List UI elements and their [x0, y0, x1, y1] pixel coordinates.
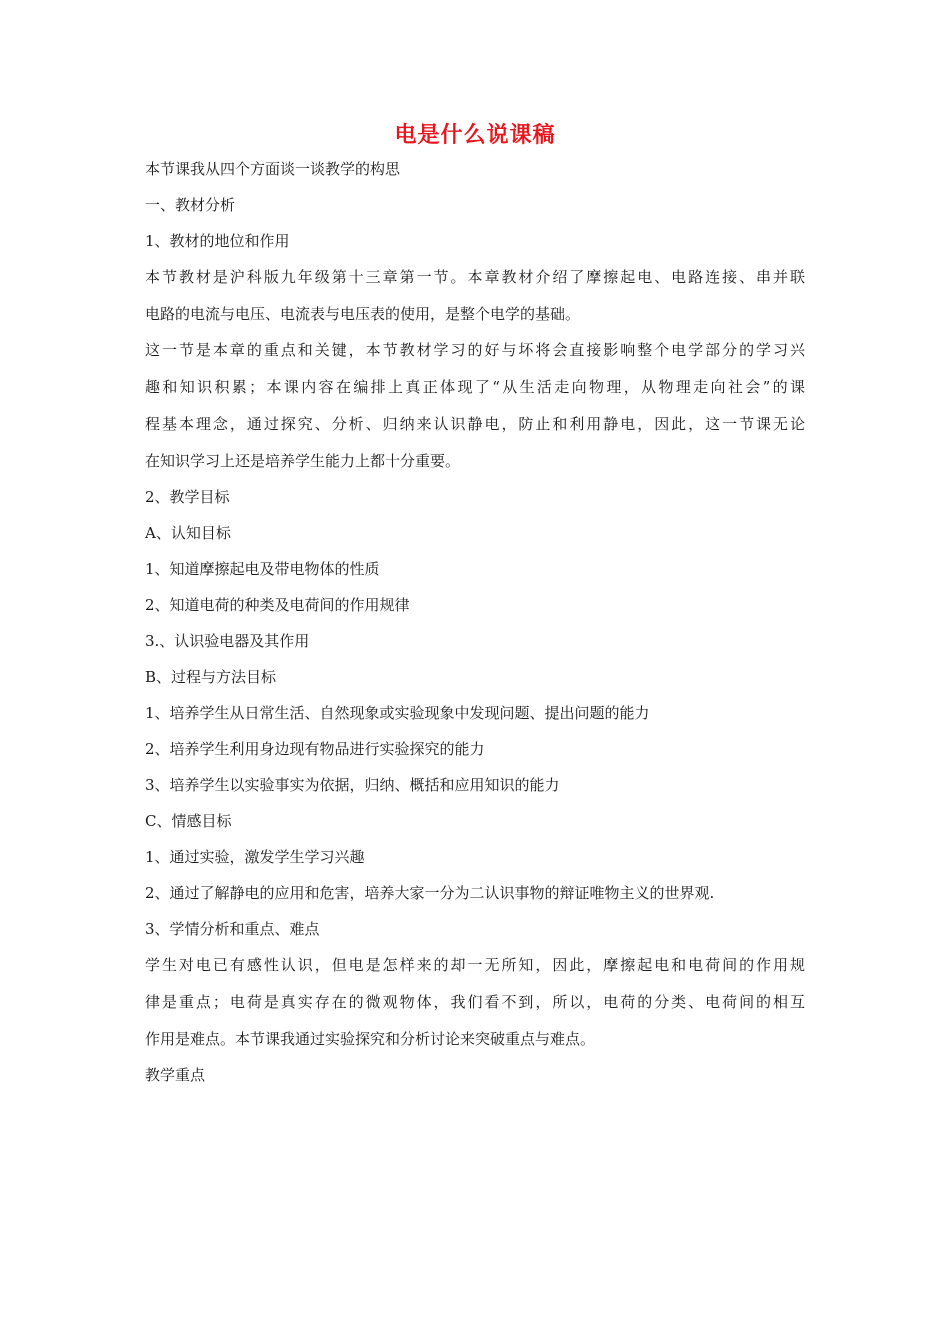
list-item: 2、通过了解静电的应用和危害，培养大家一分为二认识事物的辩证唯物主义的世界观. — [145, 884, 715, 902]
document-title: 电是什么说课稿 — [394, 123, 556, 148]
document-body — [145, 159, 805, 1101]
subheading-1-1: 1、教材的地位和作用 — [145, 232, 290, 250]
subheading-1-3: 3、学情分析和重点、难点 — [145, 920, 320, 938]
paragraph-importance — [145, 340, 805, 487]
list-item: 3、培养学生以实验事实为依据，归纳、概括和应用知识的能力 — [145, 776, 560, 794]
paragraph-line: 作用是难点。本节课我通过实验探究和分析讨论来突破重点与难点。 — [145, 1030, 596, 1048]
paragraph-learner-analysis — [145, 955, 805, 1065]
intro-line: 本节课我从四个方面谈一谈教学的构思 — [145, 160, 401, 178]
paragraph-line: 学生对电已有感性认识，但电是怎样来的却一无所知，因此，摩擦起电和电荷间的作用规 — [145, 956, 805, 974]
paragraph-line: 律是重点；电荷是真实存在的微观物体，我们看不到，所以，电荷的分类、电荷间的相互 — [145, 993, 805, 1011]
goal-heading-a: A、认知目标 — [145, 524, 231, 542]
paragraph-line: 趣和知识积累；本课内容在编排上真正体现了“从生活走向物理，从物理走向社会”的课 — [145, 378, 805, 396]
list-item: 1、知道摩擦起电及带电物体的性质 — [145, 560, 380, 578]
list-item: 3.、认识验电器及其作用 — [145, 632, 310, 650]
section-heading-1: 一、教材分析 — [145, 196, 236, 214]
goal-heading-c: C、情感目标 — [145, 812, 232, 830]
paragraph-line: 这一节是本章的重点和关键，本节教材学习的好与坏将会直接影响整个电学部分的学习兴 — [145, 341, 805, 359]
paragraph-line: 在知识学习上还是培养学生能力上都十分重要。 — [145, 452, 461, 470]
paragraph-line: 电路的电流与电压、电流表与电压表的使用，是整个电学的基础。 — [145, 305, 581, 323]
paragraph-textbook-position — [145, 267, 805, 340]
list-item: 2、培养学生利用身边现有物品进行实验探究的能力 — [145, 740, 485, 758]
list-item: 1、培养学生从日常生活、自然现象或实验现象中发现问题、提出问题的能力 — [145, 704, 650, 722]
goal-heading-b: B、过程与方法目标 — [145, 668, 277, 686]
paragraph-line: 程基本理念，通过探究、分析、归纳来认识静电，防止和利用静电，因此，这一节课无论 — [145, 415, 805, 433]
list-item: 2、知道电荷的种类及电荷间的作用规律 — [145, 596, 410, 614]
subheading-1-2: 2、教学目标 — [145, 488, 230, 506]
paragraph-line: 本节教材是沪科版九年级第十三章第一节。本章教材介绍了摩擦起电、电路连接、串并联 — [145, 268, 805, 286]
heading-key-points: 教学重点 — [145, 1066, 206, 1084]
list-item: 1、通过实验，激发学生学习兴趣 — [145, 848, 365, 866]
